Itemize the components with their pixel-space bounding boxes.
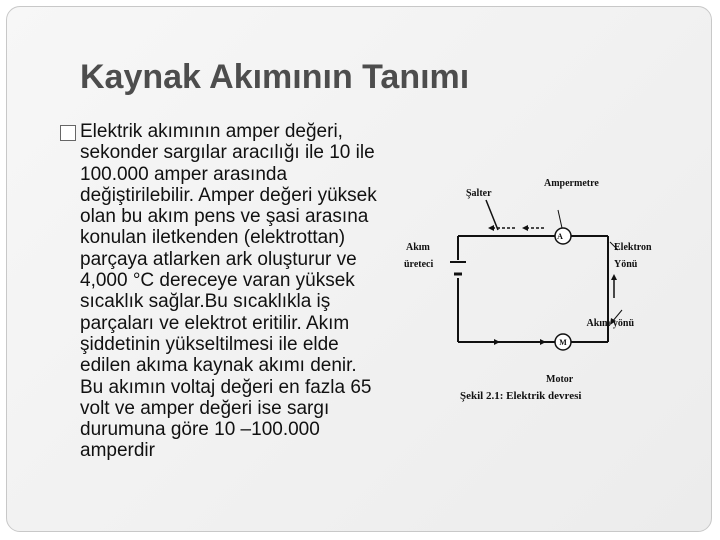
bullet-checkbox-icon [60,125,76,141]
ammeter-pointer [558,210,562,228]
motor-mark: M [559,338,567,347]
current-direction-label: Akım yönü [586,318,634,329]
switch-label: Şalter [466,188,492,199]
slide-title: Kaynak Akımının Tanımı [80,58,470,96]
top-arrow-right-head [522,225,528,231]
switch-lever [486,200,498,230]
ammeter-mark: A [557,232,563,241]
body-text: Elektrik akımının amper değeri, sekonder sargılar aracılığı ile 10 ile 100.000 amper arasında değiştirilebilir. Amper değeri yüksek olan bu akım pens ve şasi arasına konulan iletkenden (elektrottan) parçaya atlarken ark oluşturur ve 4,000 °C dereceye varan yüksek sıcaklık sağlar.Bu sıcaklıkla iş parçaları ve elektrot eritilir. Akım şiddetinin yükseltilmesi ile elde edilen akıma kaynak akımı denir. Bu akımın voltaj değeri en fazla 65 volt ve amper değeri ise sargı durumuna göre 10 –100.000 amperdir [80,121,377,462]
bottom-arrow-right-head [540,339,546,345]
electron-direction-label-line2: Yönü [614,259,638,270]
figure-caption: Şekil 2.1: Elektrik devresi [460,390,582,402]
motor-label: Motor [546,374,574,385]
electric-circuit-diagram [400,170,652,410]
current-source-label-line2: üreteci [404,259,434,270]
current-source-label-line1: Akım [406,242,430,253]
right-arrow-up-head [611,274,617,280]
bottom-arrow-left-head [494,339,500,345]
electron-direction-label-line1: Elektron [614,242,652,253]
top-arrow-left-head [488,225,494,231]
ammeter-label: Ampermetre [544,178,599,189]
